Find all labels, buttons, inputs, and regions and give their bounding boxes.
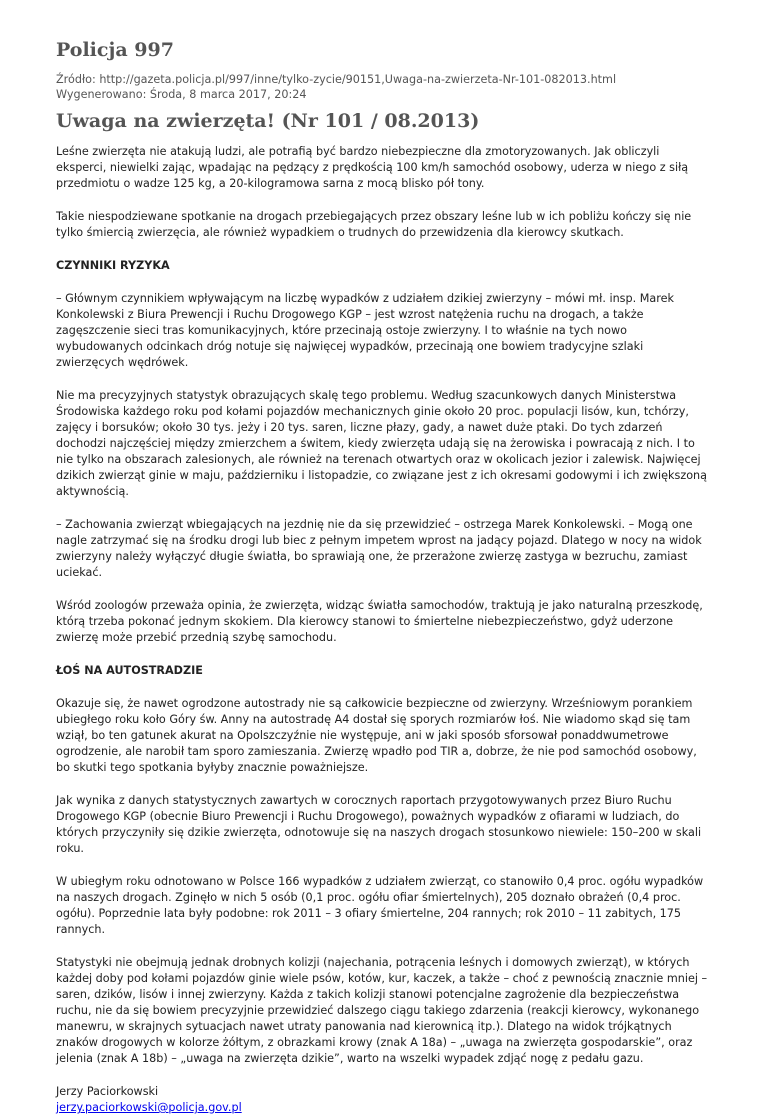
generated-line: Wygenerowano: Środa, 8 marca 2017, 20:24 xyxy=(56,88,307,101)
article-title: Uwaga na zwierzęta! (Nr 101 / 08.2013) xyxy=(56,110,480,132)
source-line: Źródło: http://gazeta.policja.pl/997/inne/tylko-zycie/90151,Uwaga-na-zwierzeta-Nr-101-082013.html xyxy=(56,73,617,86)
author-email-link[interactable]: jerzy.paciorkowski@policja.gov.pl xyxy=(56,1101,242,1114)
article-paragraph: – Zachowania zwierząt wbiegających na jezdnię nie da się przewidzieć – ostrzega Marek Konkolewski. – Mogą one nagle zatrzymać się na środku drogi lub biec z pełnym impetem wprost na jadący pojazd. Dlatego w nocy na widok zwierzyny należy wyłączyć długie światła, bo sprawiają one, że przerażone zwierzę zastyga w bezruchu, zamiast uciekać. xyxy=(56,518,702,579)
article-paragraph: Jak wynika z danych statystycznych zawartych w corocznych raportach przygotowywanych przez Biuro Ruchu Drogowego KGP (obecnie Biuro Prewencji i Ruchu Drogowego), poważnych wypadków z ofiarami w ludziach, do których przyczyniły się dzikie zwierzęta, odnotowuje się na naszych drogach stosunkowo niewiele: 150–200 w skali roku. xyxy=(56,794,702,855)
article-paragraph: Statystyki nie obejmują jednak drobnych kolizji (najechania, potrącenia leśnych i domowych zwierząt), w których każdej doby pod kołami pojazdów ginie wiele psów, kotów, kur, kaczek, a także – choć z pewnością znacznie mniej – saren, dzików, lisów i innej zwierzyny. Każda z takich kolizji stanowi potencjalne zagrożenie dla bezpieczeństwa ruchu, nie da się bowiem precyzyjnie przewidzieć dalszego ciągu takiego zdarzenia (reakcji kierowcy, wykonanego manewru, w skrajnych sytuacjach nawet utraty panowania nad kierownicą itp.). Dlatego na widok trójkątnych znaków drogowych w kolorze żółtym, z obrazkami krowy (znak A 18a) – „uwaga na zwierzęta gospodarskie”, oraz jelenia (znak A 18b) – „uwaga na zwierzęta dzikie”, warto na wszelki wypadek zdjąć nogę z pedału gazu. xyxy=(56,956,708,1065)
article-paragraph: Okazuje się, że nawet ogrodzone autostrady nie są całkowicie bezpieczne od zwierzyny. Wrześniowym porankiem ubiegłego roku koło Góry św. Anny na autostradę A4 dostał się sporych rozmiarów łoś. Nie wiadomo skąd się tam wziął, bo ten gatunek akurat na Opolszczyźnie nie występuje, ani w jaki sposób sforsował ponaddwumetrowe ogrodzenie, ale narobił tam sporo zamieszania. Zwierzę wpadło pod TIR a, dobrze, że nie pod samochód osobowy, bo skutki tego spotkania byłyby znacznie poważniejsze. xyxy=(56,697,697,774)
article-paragraph: – Głównym czynnikiem wpływającym na liczbę wypadków z udziałem dzikiej zwierzyny – mówi mł. insp. Marek Konkolewski z Biura Prewencji i Ruchu Drogowego KGP – jest wzrost natężenia ruchu na drogach, a także zagęszczenie sieci tras komunikacyjnych, które przecinają ostoje zwierzyny. I to właśnie na tych nowo wybudowanych odcinkach dróg notuje się najwięcej wypadków, przecinają one bowiem tradycyjne szlaki zwierzęcych wędrówek. xyxy=(56,292,674,369)
section-heading-moose: ŁOŚ NA AUTOSTRADZIE xyxy=(56,664,203,677)
author-name: Jerzy Paciorkowski xyxy=(56,1085,159,1098)
author-block xyxy=(56,1084,712,1116)
article-paragraph: Nie ma precyzyjnych statystyk obrazujących skalę tego problemu. Według szacunkowych danych Ministerstwa Środowiska każdego roku pod kołami pojazdów mechanicznych ginie około 20 proc. populacji lisów, kun, tchórzy, zajęcy i borsuków; około 30 tys. jeży i 20 tys. saren, liczne płazy, gady, a nawet duże ptaki. Do tych zdarzeń dochodzi najczęściej między zmierzchem a świtem, kiedy zwierzęta udają się na żerowiska i powracają z nich. I to nie tylko na obszarach zalesionych, ale również na terenach otwartych oraz w okolicach jezior i zalewisk. Najwięcej dzikich zwierząt ginie w maju, październiku i listopadzie, co związane jest z ich okresami godowymi i ich zwiększoną aktywnością. xyxy=(56,389,707,498)
article-paragraph: Takie niespodziewane spotkanie na drogach przebiegających przez obszary leśne lub w ich pobliżu kończy się nie tylko śmiercią zwierzęcia, ale również wypadkiem o trudnych do przewidzenia dla kierowcy skutkach. xyxy=(56,210,692,239)
article-paragraph: W ubiegłym roku odnotowano w Polsce 166 wypadków z udziałem zwierząt, co stanowiło 0,4 proc. ogółu wypadków na naszych drogach. Zginęło w nich 5 osób (0,1 proc. ogółu ofiar śmiertelnych), 205 doznało obrażeń (0,4 proc. ogółu). Poprzednie lata były podobne: rok 2011 – 3 ofiary śmiertelne, 204 rannych; rok 2010 – 11 zabitych, 175 rannych. xyxy=(56,875,704,936)
article-paragraph: Leśne zwierzęta nie atakują ludzi, ale potrafią być bardzo niebezpieczne dla zmotoryzowanych. Jak obliczyli eksperci, niewielki zając, wpadając na pędzący z prędkością 100 km/h samochód osobowy, uderza w niego z siłą przedmiotu o wadze 125 kg, a 20-kilogramowa sarna z mocą blisko pół tony. xyxy=(56,145,689,190)
section-heading-risk-factors: CZYNNIKI RYZYKA xyxy=(56,259,170,272)
article-paragraph: Wśród zoologów przeważa opinia, że zwierzęta, widząc światła samochodów, traktują je jako naturalną przeszkodę, którą trzeba pokonać jednym skokiem. Dla kierowcy stanowi to śmiertelne niebezpieczeństwo, gdyż uderzone zwierzę może przebić przednią szybę samochodu. xyxy=(56,599,703,644)
site-title: Policja 997 xyxy=(56,39,174,61)
